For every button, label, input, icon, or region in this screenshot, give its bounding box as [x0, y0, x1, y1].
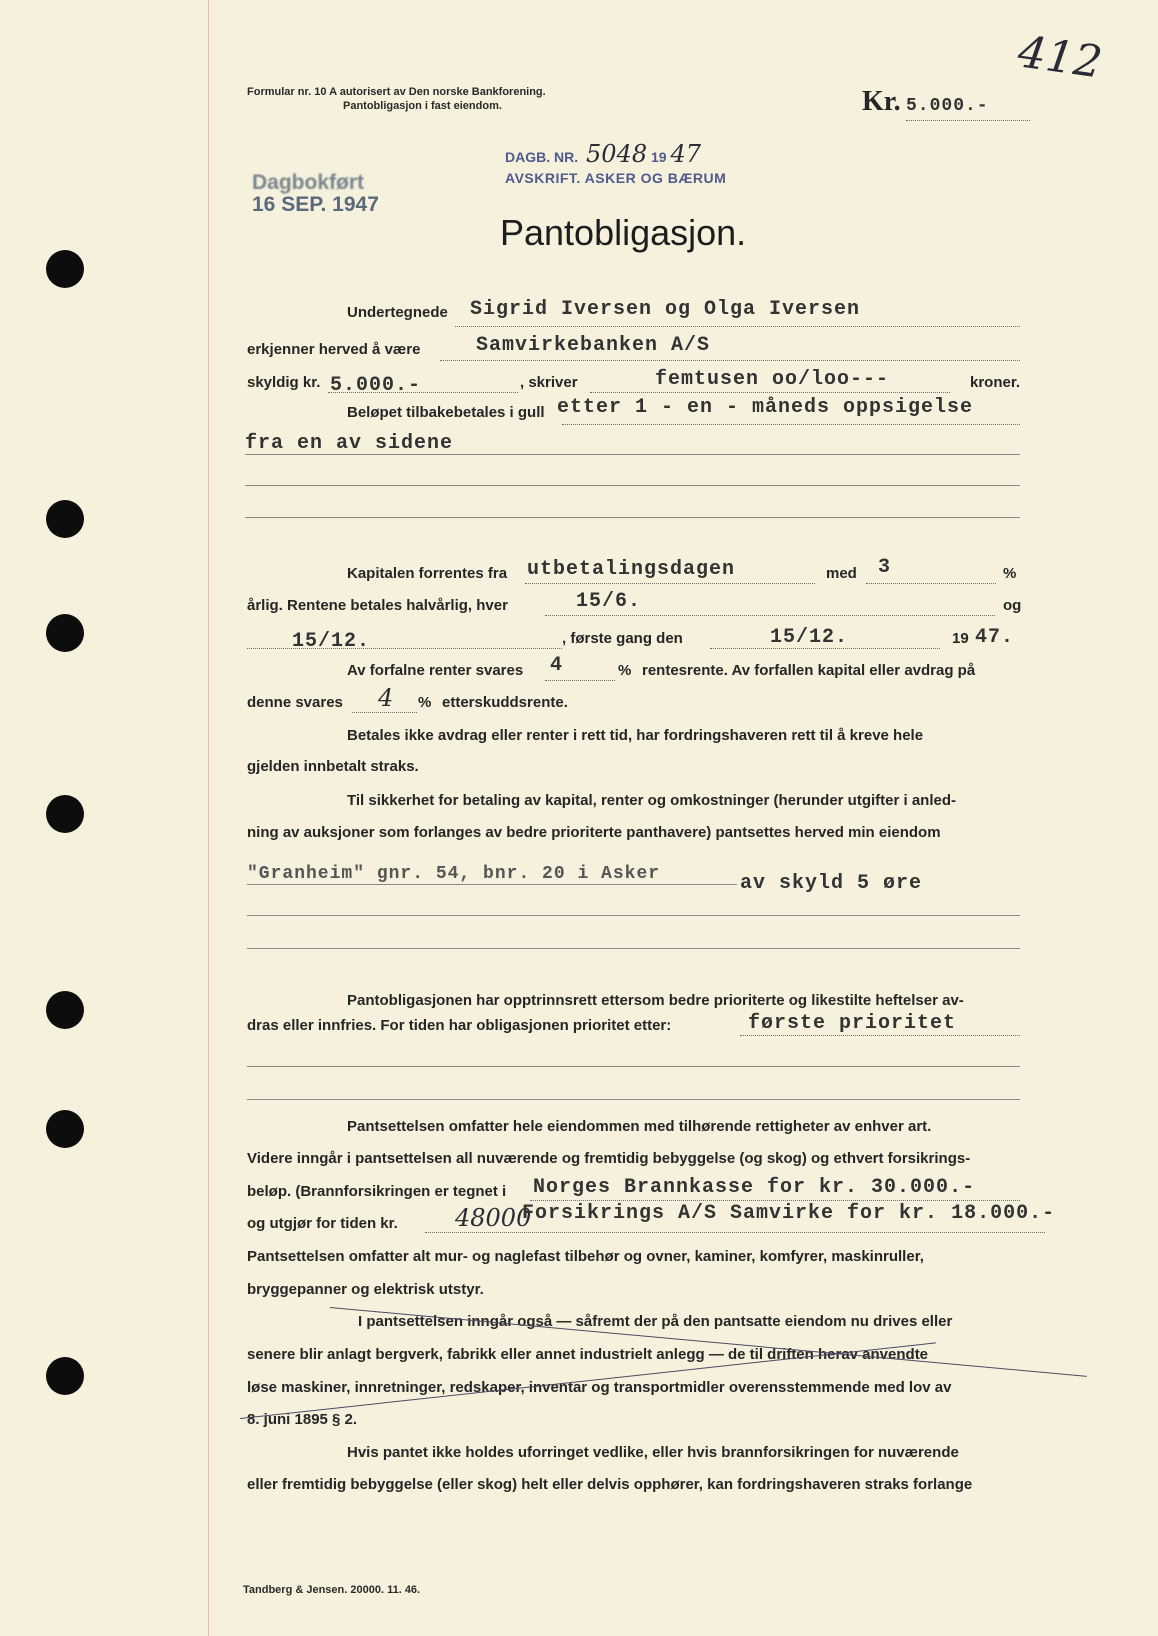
amount-line: [906, 120, 1030, 121]
paragraph-line: Pantsettelsen omfatter alt mur- og naglefast tilbehør og ovner, kaminer, komfyrer, maskinruller,: [247, 1248, 924, 1265]
interest-from: utbetalingsdagen: [527, 558, 736, 581]
repay-label: Beløpet tilbakebetales i gull: [347, 404, 545, 421]
payment-date-1: 15/6.: [576, 590, 642, 613]
form-note-line-2: Pantobligasjon i fast eiendom.: [343, 100, 502, 112]
margin-rule: [208, 0, 209, 1636]
written-amount: femtusen oo/loo---: [655, 368, 890, 391]
property-description: "Granheim" gnr. 54, bnr. 20 i Asker: [247, 864, 661, 884]
creditor-name: Samvirkebanken A/S: [476, 334, 711, 357]
fill-line: [425, 1232, 1045, 1233]
binder-hole: [46, 500, 84, 538]
annual-label: årlig. Rentene betales halvårlig, hver: [247, 597, 508, 614]
paragraph-line: Hvis pantet ikke holdes uforringet vedlike, eller hvis brannforsikringen for nuværende: [347, 1444, 959, 1461]
printer-note: Tandberg & Jensen. 20000. 11. 46.: [243, 1584, 421, 1596]
amount-prefix: Kr.: [862, 86, 901, 117]
paragraph-line: Videre inngår i pantsettelsen all nuværende og fremtidig bebyggelse (og skog) og ethvert forsikrings-: [247, 1150, 971, 1167]
avskrift-stamp: AVSKRIFT. ASKER OG BÆRUM: [505, 170, 727, 186]
first-payment-date: 15/12.: [770, 626, 849, 649]
dagb-label: DAGB. NR.: [505, 149, 579, 165]
fill-line: [590, 392, 950, 393]
insurance-line-1: Norges Brannkasse for kr. 30.000.-: [533, 1176, 976, 1199]
owing-amount: 5.000.-: [330, 374, 422, 397]
binder-hole: [46, 1357, 84, 1395]
paragraph-line: Til sikkerhet for betaling av kapital, renter og omkostninger (herunder utgifter i anled-: [347, 792, 957, 809]
fill-line: [545, 615, 995, 616]
blank-line: [245, 517, 1020, 518]
dagb-number: 5048: [586, 140, 648, 168]
insurance-line-2: Forsikrings A/S Samvirke for kr. 18.000.-: [522, 1202, 1056, 1225]
blank-line: [245, 454, 1020, 455]
overdue-rate-2: 4: [378, 684, 394, 712]
fill-line: [530, 1200, 1020, 1201]
fill-line: [525, 583, 815, 584]
fill-line: [328, 392, 518, 393]
repay-terms-continued: fra en av sidene: [245, 432, 454, 455]
paragraph-line: Pantobligasjonen har opptrinnsrett ettersom bedre prioriterte og likestilte heftelser av-: [347, 992, 964, 1009]
blank-line: [247, 1066, 1020, 1067]
fill-line: [562, 424, 1020, 425]
binder-hole: [46, 795, 84, 833]
binder-hole: [46, 1110, 84, 1148]
percent-sign: %: [618, 662, 632, 679]
header-amount: 5.000.-: [906, 96, 989, 116]
blank-line: [247, 948, 1020, 949]
overdue-label-4: etterskuddsrente.: [442, 694, 568, 711]
fill-line: [440, 360, 1020, 361]
paragraph-line: bryggepanner og elektrisk utstyr.: [247, 1281, 484, 1298]
blank-line: [245, 485, 1020, 486]
form-note-line-1: Formular nr. 10 A autorisert av Den norske Bankforening.: [247, 86, 546, 98]
folio-number: 412: [1014, 26, 1106, 89]
dagb-year-prefix: 19: [650, 149, 667, 165]
insurance-total: 48000: [455, 1204, 532, 1232]
binder-hole: [46, 250, 84, 288]
dagb-year: 47: [670, 140, 701, 168]
fill-line: [352, 712, 417, 713]
percent-sign: %: [418, 694, 432, 711]
percent-sign: %: [1003, 565, 1017, 582]
dagb-stamp: [505, 140, 701, 168]
stamp-date: 16 SEP. 1947: [252, 193, 379, 216]
blank-line: [247, 884, 737, 885]
writes-label: , skriver: [520, 374, 578, 391]
og-label: og: [1003, 597, 1022, 614]
fill-line: [545, 680, 615, 681]
paragraph-line: ning av auksjoner som forlanges av bedre prioriterte panthavere) pantsettes herved min eiendom: [247, 824, 941, 841]
fill-line: [455, 326, 1020, 327]
binder-hole: [46, 614, 84, 652]
year-prefix: 19: [952, 630, 969, 647]
paragraph-line: I pantsettelsen inngår også — såfremt der på den pantsatte eiendom nu drives eller: [358, 1313, 953, 1330]
paragraph-line: dras eller innfries. For tiden har obligasjonen prioritet etter:: [247, 1017, 672, 1034]
received-stamp: [252, 172, 379, 216]
kroner-label: kroner.: [970, 374, 1021, 391]
fill-line: [247, 648, 562, 649]
overdue-rate-1: 4: [550, 654, 564, 677]
paragraph-line: og utgjør for tiden kr.: [247, 1215, 398, 1232]
blank-line: [247, 915, 1020, 916]
overdue-label-1: Av forfalne renter svares: [347, 662, 524, 679]
overdue-label-3: denne svares: [247, 694, 343, 711]
payment-date-2: 15/12.: [292, 630, 371, 653]
first-payment-year: 47.: [975, 626, 1015, 649]
paragraph-line: Pantsettelsen omfatter hele eiendommen med tilhørende rettigheter av enhver art.: [347, 1118, 932, 1135]
paragraph-line: beløp. (Brannforsikringen er tegnet i: [247, 1183, 507, 1200]
paragraph-line: 8. juni 1895 § 2.: [247, 1411, 358, 1428]
undersigned-names: Sigrid Iversen og Olga Iversen: [470, 298, 861, 321]
paragraph-line: Betales ikke avdrag eller renter i rett tid, har fordringshaveren rett til å kreve hele: [347, 727, 924, 744]
fill-line: [866, 583, 996, 584]
first-time-label: , første gang den: [562, 630, 683, 647]
priority-value: første prioritet: [748, 1012, 957, 1035]
undersigned-label: Undertegnede: [347, 304, 448, 321]
stamp-title: Dagbokført: [252, 171, 364, 194]
owing-label: skyldig kr.: [247, 374, 321, 391]
fill-line: [740, 1035, 1020, 1036]
fill-line: [710, 648, 940, 649]
paragraph-line: gjelden innbetalt straks.: [247, 758, 419, 775]
form-note: [247, 85, 546, 113]
overdue-label-2: rentesrente. Av forfallen kapital eller avdrag på: [642, 662, 976, 679]
page-title: Pantobligasjon.: [500, 212, 747, 253]
creditor-label: erkjenner herved å være: [247, 341, 421, 358]
paragraph-line: løse maskiner, innretninger, redskaper, inventar og transportmidler overensstemmende med lov av: [247, 1379, 952, 1396]
repay-terms: etter 1 - en - måneds oppsigelse: [557, 396, 974, 419]
property-skyld: av skyld 5 øre: [740, 872, 923, 895]
binder-hole: [46, 991, 84, 1029]
med-label: med: [826, 565, 857, 582]
paragraph-line: senere blir anlagt bergverk, fabrikk eller annet industrielt anlegg — de til driften herav anvendte: [247, 1346, 929, 1363]
interest-rate: 3: [878, 556, 892, 579]
interest-from-label: Kapitalen forrentes fra: [347, 565, 508, 582]
paragraph-line: eller fremtidig bebyggelse (eller skog) helt eller delvis opphører, kan fordringshaveren straks forlange: [247, 1476, 973, 1493]
blank-line: [247, 1099, 1020, 1100]
